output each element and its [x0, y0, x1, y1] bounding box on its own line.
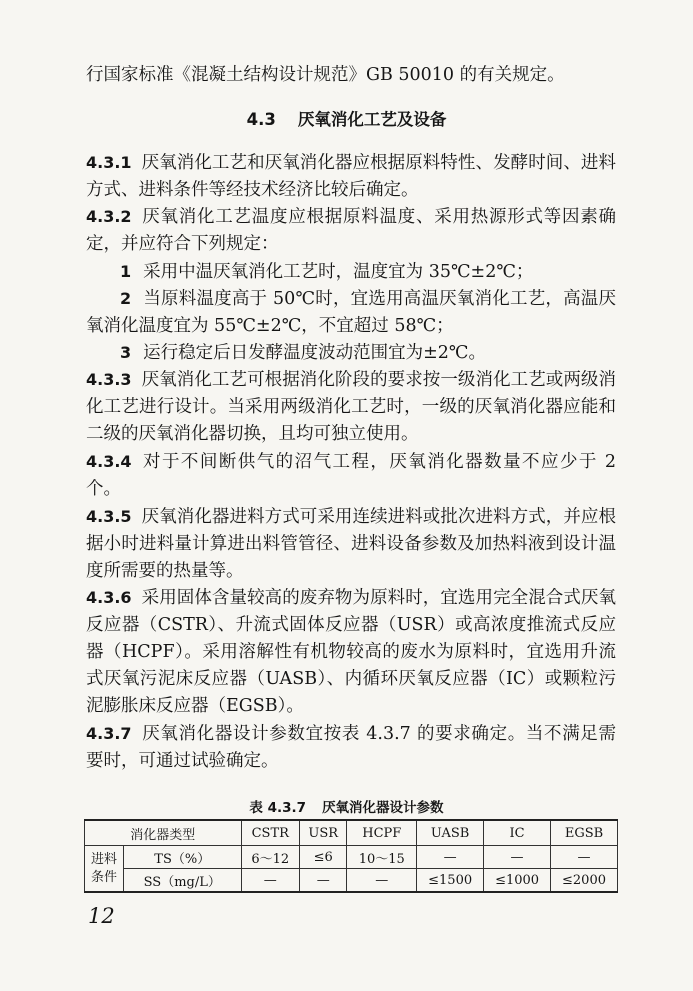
clause-number: 4.3.2	[86, 207, 132, 226]
header-cell: HCPF	[347, 820, 417, 846]
clause-4-3-3	[86, 366, 616, 448]
clause-number: 4.3.4	[86, 452, 132, 471]
table-cell: —	[551, 846, 618, 869]
row-label: TS（%）	[124, 846, 242, 869]
table-cell: 6～12	[241, 846, 300, 869]
clause-number: 4.3.3	[86, 370, 132, 389]
table-title: 厌氧消化器设计参数	[322, 800, 444, 816]
item-text: 采用中温厌氧消化工艺时，温度宜为 35℃±2℃；	[143, 262, 534, 282]
clause-text: 对于不间断供气的沼气工程，厌氧消化器数量不应少于 2 个。	[86, 452, 616, 499]
table-cell: —	[484, 846, 551, 869]
clause-4-3-6	[86, 584, 616, 720]
clause-4-3-1	[86, 149, 616, 204]
section-title: 厌氧消化工艺及设备	[297, 110, 447, 129]
header-cell: UASB	[417, 820, 484, 846]
clause-item-3	[86, 339, 616, 367]
header-cell: EGSB	[551, 820, 618, 846]
clause-number: 4.3.7	[86, 724, 132, 743]
table-cell: —	[241, 869, 300, 893]
clause-number: 4.3.5	[86, 507, 132, 526]
clause-text: 厌氧消化工艺和厌氧消化器应根据原料特性、发酵时间、进料方式、进料条件等经技术经济比较后确定。	[86, 153, 616, 200]
table-header-row	[85, 820, 618, 846]
header-cell: IC	[484, 820, 551, 846]
item-text: 当原料温度高于 50℃时，宜选用高温厌氧消化工艺，高温厌氧消化温度宜为 55℃±2℃，不宜超过 58℃；	[86, 289, 616, 336]
table-row	[85, 869, 618, 893]
page-number: 12	[88, 904, 115, 928]
clause-4-3-2	[86, 203, 616, 258]
clause-number: 4.3.1	[86, 153, 132, 172]
item-number: 2	[120, 289, 132, 308]
table-cell: ≤1500	[417, 869, 484, 893]
table-caption	[0, 796, 693, 816]
section-heading	[0, 106, 693, 130]
table-number: 表 4.3.7	[249, 800, 307, 816]
clause-text: 厌氧消化器设计参数宜按表 4.3.7 的要求确定。当不满足需要时，可通过试验确定。	[86, 724, 616, 771]
clause-4-3-4	[86, 448, 616, 503]
design-parameters-table	[84, 819, 618, 893]
clause-text: 厌氧消化工艺温度应根据原料温度、采用热源形式等因素确定，并应符合下列规定：	[86, 207, 616, 254]
clause-4-3-5	[86, 503, 616, 585]
item-number: 3	[120, 343, 132, 362]
table-cell: —	[300, 869, 347, 893]
table-row	[85, 846, 618, 869]
clause-item-2	[86, 285, 616, 340]
clause-number: 4.3.6	[86, 588, 132, 607]
header-cell: USR	[300, 820, 347, 846]
table-cell: —	[417, 846, 484, 869]
header-cell-type: 消化器类型	[85, 820, 242, 846]
item-text: 运行稳定后日发酵温度波动范围宜为±2℃。	[143, 343, 487, 363]
section-number: 4.3	[246, 110, 276, 129]
table-cell: 10～15	[347, 846, 417, 869]
item-number: 1	[120, 262, 132, 281]
clause-text: 采用固体含量较高的废弃物为原料时，宜选用完全混合式厌氧反应器（CSTR）、升流式固体反应器（USR）或高浓度推流式反应器（HCPF）。采用溶解性有机物较高的废水为原料时，宜选用升流式厌氧污泥床反应器（UASB）、内循环厌氧反应器（IC）或颗粒污泥膨胀床反应器（EGSB）。	[86, 588, 616, 716]
table-cell: ≤6	[300, 846, 347, 869]
table-cell: ≤2000	[551, 869, 618, 893]
row-label: SS（mg/L）	[124, 869, 242, 893]
clause-text: 厌氧消化器进料方式可采用连续进料或批次进料方式，并应根据小时进料量计算进出料管管径、进料设备参数及加热料液到设计温度所需要的热量等。	[86, 507, 616, 581]
intro-line: 行国家标准《混凝土结构设计规范》GB 50010 的有关规定。	[86, 65, 565, 85]
row-group-label: 进料 条件	[85, 846, 124, 893]
table-cell: —	[347, 869, 417, 893]
clause-item-1	[86, 258, 616, 286]
clause-4-3-7	[86, 720, 616, 775]
clause-text: 厌氧消化工艺可根据消化阶段的要求按一级消化工艺或两级消化工艺进行设计。当采用两级消化工艺时，一级的厌氧消化器应能和二级的厌氧消化器切换，且均可独立使用。	[86, 370, 616, 444]
table-cell: ≤1000	[484, 869, 551, 893]
header-cell: CSTR	[241, 820, 300, 846]
